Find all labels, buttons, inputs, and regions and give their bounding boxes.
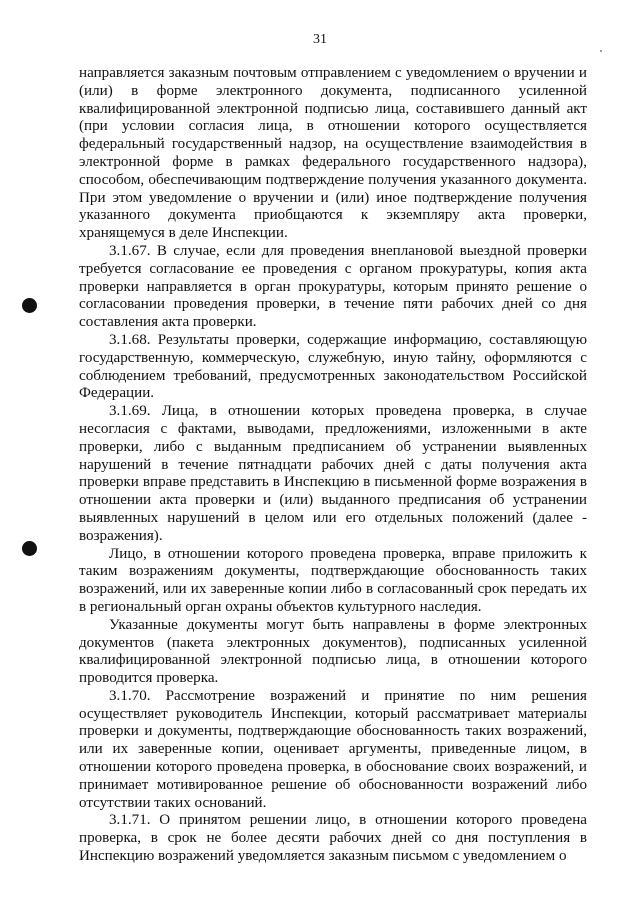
paragraph-electronic-documents: Указанные документы могут быть направлены в форме электронных документов (пакета электронных документов), подписанных усиленной квалифицированной электронной подписью лица, в отношении которого проводится проверка. <box>79 616 587 687</box>
punch-hole-mark <box>22 541 37 556</box>
paragraph-3-1-67: 3.1.67. В случае, если для проведения внеплановой выездной проверки требуется согласование ее проведения с органом прокуратуры, копия акта проверки направляется в орган прокуратуры, которым принято решение о согласовании проведения проверки, в течение пяти рабочих дней со дня составления акта проверки. <box>79 242 587 331</box>
paragraph-objections-documents: Лицо, в отношении которого проведена проверка, вправе приложить к таким возражениям документы, подтверждающие обоснованность таких возражений, или их заверенные копии либо в согласованный срок передать их в региональный орган охраны объектов культурного наследия. <box>79 545 587 615</box>
paragraph-continuation: направляется заказным почтовым отправлением с уведомлением о вручении и (или) в форме электронного документа, подписанного усиленной квалифицированной электронной подписью лица, составившего данный акт (при условии согласия лица, в отношении которого осуществляется федеральный государственный надзор, на осуществление взаимодействия в электронной форме в рамках федерального государственного надзора), способом, обеспечивающим подтверждение получения указанного документа. При этом уведомление о вручении и (или) иное подтверждение получения указанного документа приобщаются к экземпляру акта проверки, хранящемуся в деле Инспекции. <box>79 65 587 242</box>
punch-hole-mark <box>22 298 37 313</box>
paragraph-3-1-71: 3.1.71. О принятом решении лицо, в отношении которого проведена проверка, в срок не более десяти рабочих дней со дня поступления в Инспекцию возражений уведомляется заказным письмом с уведомлением о <box>79 812 587 865</box>
page-number: 31 <box>313 32 327 47</box>
paragraph-3-1-69: 3.1.69. Лица, в отношении которых проведена проверка, в случае несогласия с фактами, выводами, предложениями, изложенными в акте проверки, либо с выданным предписанием об устранении выявленных нарушений в течение пятнадцати рабочих дней с даты получения акта проверки вправе представить в Инспекцию в письменной форме возражения в отношении акта проверки и (или) выданного предписания об устранении выявленных нарушений в целом или его отдельных положений (далее - возражения). <box>79 403 587 544</box>
document-body <box>79 65 587 866</box>
paragraph-3-1-70: 3.1.70. Рассмотрение возражений и принятие по ним решения осуществляет руководитель Инспекции, который рассматривает материалы проверки и документы, подтверждающие обоснованность таких возражений, или их заверенные копии, оценивает аргументы, приведенные лицом, в отношении которого проведена проверка, в обоснование своих возражений, и принимает мотивированное решение об обоснованности возражений либо отсутствии таких оснований. <box>79 687 587 811</box>
paragraph-3-1-68: 3.1.68. Результаты проверки, содержащие информацию, составляющую государственную, коммерческую, служебную, иную тайну, оформляются с соблюдением требований, предусмотренных законодательством Российской Федерации. <box>79 331 587 402</box>
scan-speck <box>600 50 602 52</box>
